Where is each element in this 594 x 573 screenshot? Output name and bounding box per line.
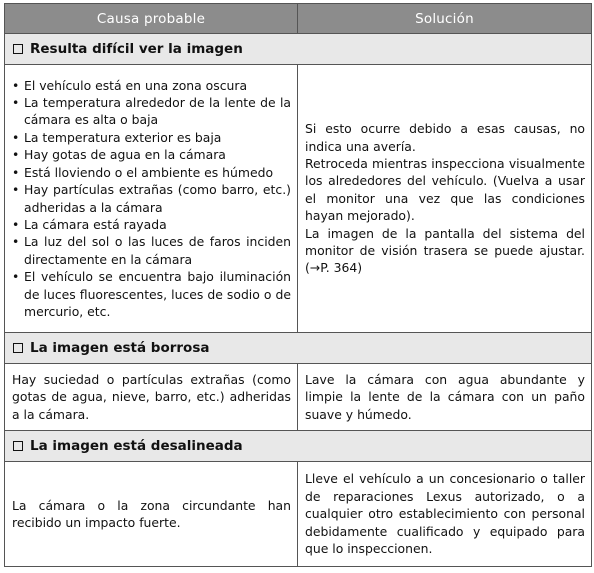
checkbox-square-icon	[13, 343, 23, 353]
list-item: • Hay partículas extrañas (como barro, etc.) adheridas a la cámara	[12, 181, 291, 216]
list-item: • La temperatura alrededor de la lente de la cámara es alta o baja	[12, 94, 291, 129]
list-item: • La luz del sol o las luces de faros inciden directamente en la cámara	[12, 233, 291, 268]
cause-list	[12, 77, 291, 321]
list-item: • La temperatura exterior es baja	[12, 129, 291, 146]
list-item: • El vehículo está en una zona oscura	[12, 77, 291, 94]
header-solution: Solución	[298, 4, 592, 34]
table-row	[5, 65, 592, 333]
header-probable-cause: Causa probable	[5, 4, 298, 34]
section-heading	[5, 333, 592, 364]
table-row	[5, 364, 592, 431]
cause-cell: La cámara o la zona circundante han recibido un impacto fuerte.	[5, 462, 298, 567]
checkbox-square-icon	[13, 441, 23, 451]
table-row	[5, 462, 592, 567]
section-title: La imagen está borrosa	[30, 340, 210, 356]
checkbox-square-icon	[13, 44, 23, 54]
section-title: La imagen está desalineada	[30, 438, 243, 454]
cause-cell: Hay suciedad o partículas extrañas (como gotas de agua, nieve, barro, etc.) adheridas a la cámara.	[5, 364, 298, 431]
section-heading-row	[5, 333, 592, 364]
troubleshooting-table-container	[4, 3, 591, 567]
solution-cell: Lleve el vehículo a un concesionario o taller de reparaciones Lexus autorizado, o a cualquier otro establecimiento con personal debidamente cualificado y equipado para que lo inspeccionen.	[298, 462, 592, 567]
solution-cell	[298, 65, 592, 333]
section-heading	[5, 34, 592, 65]
cause-cell	[5, 65, 298, 333]
list-item: • Hay gotas de agua en la cámara	[12, 146, 291, 163]
solution-text: Si esto ocurre debido a esas causas, no indica una avería.	[305, 121, 585, 154]
section-heading	[5, 431, 592, 462]
section-title: Resulta difícil ver la imagen	[30, 41, 243, 57]
section-heading-row	[5, 431, 592, 462]
list-item: • Está lloviendo o el ambiente es húmedo	[12, 164, 291, 181]
table-header-row	[5, 4, 592, 34]
solution-text: Retroceda mientras inspecciona visualmente los alrededores del vehículo. (Vuelva a usar el monitor una vez que las condiciones hayan mejorado).	[305, 155, 585, 224]
troubleshooting-table	[4, 3, 592, 567]
section-heading-row	[5, 34, 592, 65]
solution-cell: Lave la cámara con agua abundante y limpie la lente de la cámara con un paño suave y húmedo.	[298, 364, 592, 431]
list-item: • El vehículo se encuentra bajo iluminación de luces fluorescentes, luces de sodio o de mercurio, etc.	[12, 268, 291, 320]
list-item: • La cámara está rayada	[12, 216, 291, 233]
solution-text: La imagen de la pantalla del sistema del monitor de visión trasera se puede ajustar. (→P. 364)	[305, 225, 585, 276]
